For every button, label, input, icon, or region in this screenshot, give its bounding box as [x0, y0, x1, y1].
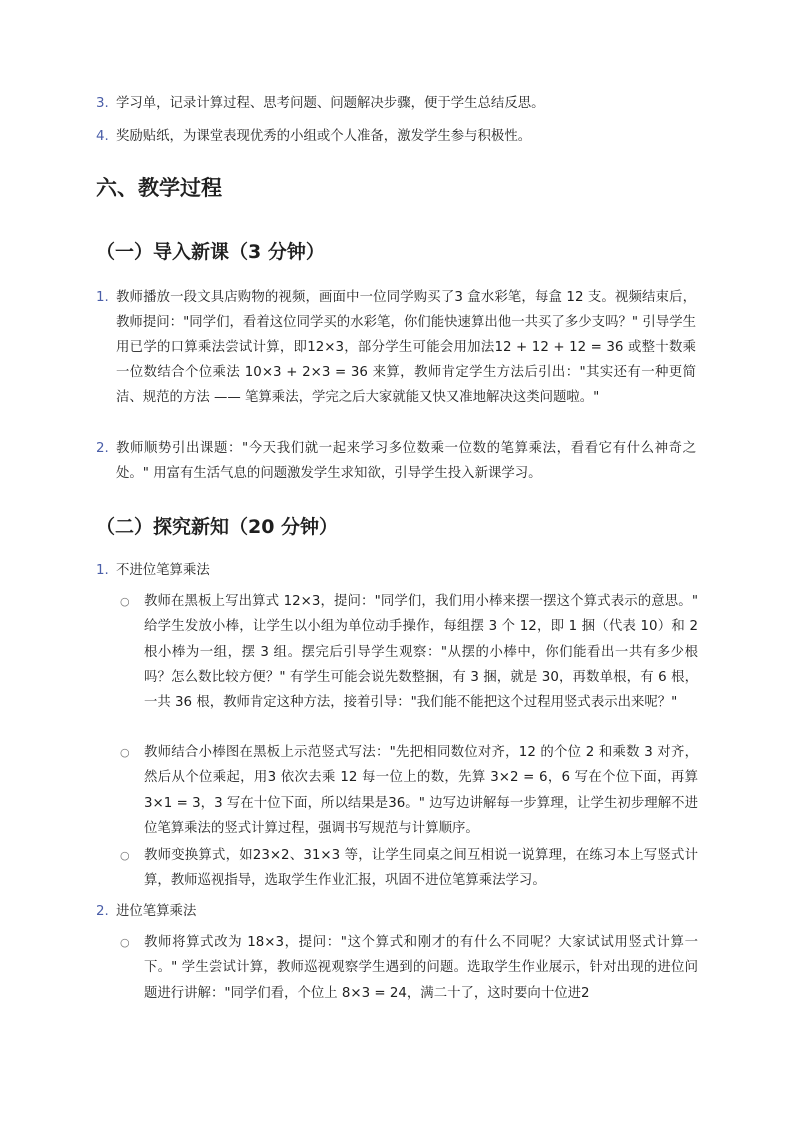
circle-bullet-icon: ○ — [120, 936, 130, 949]
list-text: 奖励贴纸，为课堂表现优秀的小组或个人准备，激发学生参与积极性。 — [116, 129, 532, 144]
sub-list-item — [120, 589, 698, 715]
sub-list-text: 教师在黑板上写出算式 12×3，提问："同学们，我们用小棒来摆一摆这个算式表示的意思。" 给学生发放小棒，让学生以小组为单位动手操作，每组摆 3 个 12，即 1 捆（代表 10）和 2 根小棒为一组，摆 3 组。摆完后引导学生观察："从摆的小棒中，你们能看出一共有多少根吗？怎么数比较方便？" 有学生可能会说先数整捆，有 3 捆，就是 30，再数单根，有 6 根，一共 36 根，教师肯定这种方法，接着引导："我们能不能把这个过程用竖式表示出来呢？" — [144, 594, 698, 711]
sub-list-text: 教师结合小棒图在黑板上示范竖式写法："先把相同数位对齐，12 的个位 2 和乘数 3 对齐，然后从个位乘起，用3 依次去乘 12 每一位上的数，先算 3×2 = 6，6 写在个位下面，再算 3×1 = 3，3 写在十位下面，所以结果是36。" 边写边讲解每一步算理，让学生初步理解不进位笔算乘法的竖式计算过程，强调书写规范与计算顺序。 — [144, 745, 698, 836]
list-item — [96, 285, 696, 410]
list-number: 4. — [96, 129, 109, 144]
circle-bullet-icon: ○ — [120, 746, 130, 759]
subsection-heading: （二）探究新知（20 分钟） — [96, 516, 339, 538]
list-label: 不进位笔算乘法 — [116, 563, 210, 578]
list-text: 教师顺势引出课题："今天我们就一起来学习多位数乘一位数的笔算乘法，看看它有什么神奇之处。" 用富有生活气息的问题激发学生求知欲，引导学生投入新课学习。 — [116, 441, 696, 481]
circle-bullet-icon: ○ — [120, 849, 130, 862]
sub-list-item — [120, 740, 698, 841]
section-heading: 六、教学过程 — [96, 176, 222, 200]
list-item — [96, 558, 696, 583]
list-item — [96, 899, 696, 924]
list-item — [96, 124, 696, 149]
list-number: 1. — [96, 290, 109, 305]
sub-list-text: 教师变换算式，如23×2、31×3 等，让学生同桌之间互相说一说算理，在练习本上写竖式计算，教师巡视指导，选取学生作业汇报，巩固不进位笔算乘法学习。 — [144, 848, 698, 889]
sub-list-item — [120, 930, 698, 1006]
subsection-heading: （一）导入新课（3 分钟） — [96, 241, 325, 263]
sub-list-item — [120, 843, 698, 894]
circle-bullet-icon: ○ — [120, 595, 130, 608]
list-number: 3. — [96, 96, 109, 111]
sub-list-text: 教师将算式改为 18×3，提问："这个算式和刚才的有什么不同呢？大家试试用竖式计算一下。" 学生尝试计算，教师巡视观察学生遇到的问题。选取学生作业展示，针对出现的进位问题进行讲解："同学们看，个位上 8×3 = 24，满二十了，这时要向十位进2 — [144, 935, 698, 1001]
list-number: 1. — [96, 563, 109, 578]
list-text: 教师播放一段文具店购物的视频，画面中一位同学购买了3 盒水彩笔，每盒 12 支。视频结束后，教师提问："同学们，看着这位同学买的水彩笔，你们能快速算出他一共买了多少支吗？" 引导学生用已学的口算乘法尝试计算，即12×3，部分学生可能会用加法12 + 12 + 12 = 36 或整十数乘一位数结合个位乘法 10×3 + 2×3 = 36 来算，教师肯定学生方法后引出："其实还有一种更简洁、规范的方法 —— 笔算乘法，学完之后大家就能又快又准地解决这类问题啦。" — [116, 290, 696, 405]
list-label: 进位笔算乘法 — [116, 904, 197, 919]
list-item — [96, 91, 696, 116]
list-item — [96, 436, 696, 486]
list-text: 学习单，记录计算过程、思考问题、问题解决步骤，便于学生总结反思。 — [116, 96, 545, 111]
list-number: 2. — [96, 904, 109, 919]
list-number: 2. — [96, 441, 109, 456]
